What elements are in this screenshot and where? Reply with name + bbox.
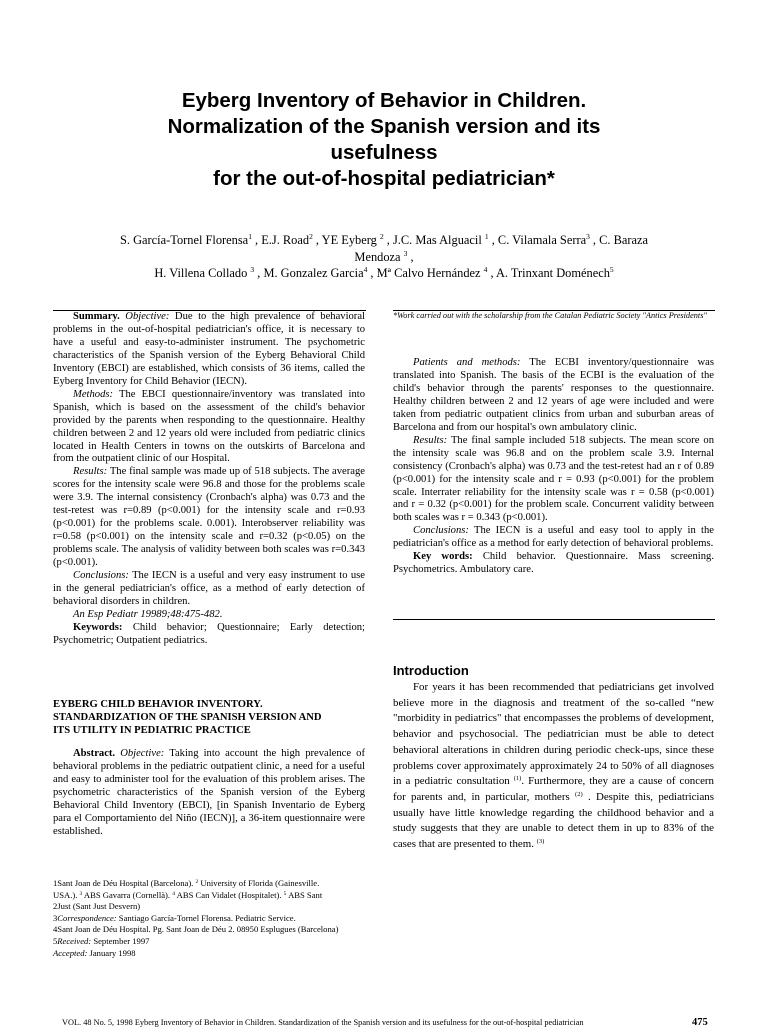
author-line: Mendoza $^3$ , (354, 248, 414, 264)
author-line: H. Villena Collado $^3$ , M. Gonzalez Garcia$^4$ , Mª Calvo Hernández $^4$ , A. Trinxant Doménech$^5$ (154, 265, 614, 280)
author-list (40, 232, 728, 282)
introduction-heading: Introduction (393, 663, 469, 678)
summary-methods: Methods: The EBCI questionnaire/inventory was translated into Spanish, which is based on the assessment of the child's behavior provided by the parents when responding to the questionnaire. Healthy children between 2 and 12 years old were included from pediatric clinics located in Health Centers in towns on the outskirts of Barcelona and from the outpatient clinic of our Hospital. (53, 388, 365, 465)
abstract-text: Abstract. Objective: Taking into account the high prevalence of behavioral problems in the pediatric outpatient clinic, a need for a useful and easy to administer tool for the evaluation of this problem arises. The psychometric characteristics of the Spanish version of the Eyberg Behavioral Child Inventory (EBCI), [in Spanish Inventario de Eyberg para el Comportamiento del Niño (IECN)], a 36-item questionnaire were established. (53, 748, 365, 837)
title-line: Eyberg Inventory of Behavior in Children. (181, 89, 587, 112)
divider (393, 619, 715, 620)
summary-objective: Summary. Objective: Due to the high prevalence of behavioral problems in the out-of-hospital pediatrician's office, it is necessary to have a useful and easy-to-administer instrument. The psychometric characteristics of the Spanish version of the Eyberg Behavioral Child Inventory (EBCI) are established, which consists of 36 items, called the Eyberg Inventory for Child Behavior (IECN). (53, 311, 365, 387)
title-line: usefulness (330, 141, 438, 164)
summary-keywords: Keywords: Child behavior; Questionnaire; Early detection; Psychometric; Outpatient pediatrics. (53, 621, 365, 646)
title-line: for the out-of-hospital pediatrician* (213, 167, 555, 190)
abstract-results: Results: The final sample included 518 subjects. The mean score on the intensity scale was 96.8 and on the problem scale 3.9. Internal consistency (Cronbach's alpha) was 0.73 and the test-retest had an r of 0.89 (p<0.001) for the intensity scale and r = 0.93 (p<0.001) for the problem scale. Interrater reliability for the intensity scale was r = 0.58 (p<0.001) and r = 0.32 (p<0.001) for the problem scale. Concurrent validity between both scales was r = 0.343 (p<0.001). (393, 434, 714, 524)
author-line: S. García-Tornel Florensa$^1$ , E.J. Road$^2$ , YE Eyberg $^2$ , J.C. Mas Alguacil $^1$ , C. Vilamala Serra$^3$ , C. Baraza (120, 232, 648, 247)
summary-citation: An Esp Pediatr 19989;48:475-482. (73, 608, 223, 620)
running-footer: VOL. 48 No. 5, 1998 Eyberg Inventory of Behavior in Children. Standardization of the Spanish version and its usefulness for the out-of-hospital pediatrician (62, 1018, 584, 1027)
translated-abstract (53, 748, 365, 839)
summary-conclusions: Conclusions: The IECN is a useful and very easy instrument to use in the general pediatrician's office, as a method of early detection of behavioral disorders in children. (53, 570, 365, 607)
translated-title: EYBERG CHILD BEHAVIOR INVENTORY. STANDARDIZATION OF THE SPANISH VERSION AND ITS UTILITY IN PEDIATRIC PRACTICE (53, 699, 322, 736)
summary-section (53, 311, 365, 648)
spanish-abstract (393, 357, 714, 577)
title-line: Normalization of the Spanish version and its (167, 115, 601, 138)
funding-note: *Work carried out with the scholarship from the Catalan Pediatric Society "Antics Presidents" (393, 311, 707, 320)
introduction-body (393, 680, 714, 853)
affiliations: 1Sant Joan de Déu Hospital (Barcelona). $^2$ University of Florida (Gainesville. USA.). $^3$ ABS Gavarra (Cornellà). $^4$ ABS Can Vidalet (Hospitalet). $^5$ ABS Sant 2Just (Sant Just Desvern) 3Correspondence: Santiago García-Tornel Florensa. Pediatric Service. 4Sant Joan de Déu Hospital. Pg. Sant Joan de Déu 2. 08950 Esplugues (Barcelona) 5Received: September 1997 Accepted: January 1998 (53, 878, 339, 958)
article-title (60, 88, 708, 192)
introduction-paragraph: For years it has been recommended that pediatricians get involved believe more in the diagnosis and treatment of the so-called “new "morbidity in pediatrics" that encompasses the problems of development, behavior and psychosocial. The pediatrician must be able to detect behavioral alterations in children during periodic check-ups, since these problems cover approximately approximately 24 to 50% of all diagnoses in a pediatric consultation $^{(1)}$. Furthermore, they are a cause of concern for parents and, in particular, mothers $^{(2)}$ . Despite this, pediatricians usually have little knowledge regarding the childhood behavior and a study suggests that they are unable to detect them in up to 83% of the cases that are presented to them. $^{(3)}$ (393, 681, 714, 851)
abstract-conclusions: Conclusions: The IECN is a useful and easy tool to apply in the pediatrician's office as a method for early detection of behavioral problems. (393, 525, 714, 550)
page-number: 475 (692, 1017, 708, 1028)
summary-results: Results: The final sample was made up of 518 subjects. The average scores for the intensity scale were 96.8 and those for the problems scale were 3.9. The internal consistency (Cronbach's alpha) was 0.73 and the test-retest was r=0.89 (p<0.001) for the intensity scale and r=0.93 (p<0.001) for the problems scale. 0.001). Interobserver reliability was r=0.58 (p<0.001) on the intensity scale and r=0.32 (p<0.05) on the problems scale. The analysis of validity between both scales was r=0.343 (p<0.001). (53, 466, 365, 569)
abstract-patients-methods: Patients and methods: The ECBI inventory/questionnaire was translated into Spanish. The basis of the ECBI is the evaluation of the child's behavior through the parents' responses to the questionnaire. Healthy children between 2 and 12 years of age were included and were taken from pediatric outpatient clinics from urban and suburban areas of Barcelona and from our hospital's own ambulatory clinic. (393, 357, 715, 433)
abstract-keywords: Key words: Child behavior. Questionnaire. Mass screening. Psychometrics. Ambulatory care. (393, 551, 714, 576)
